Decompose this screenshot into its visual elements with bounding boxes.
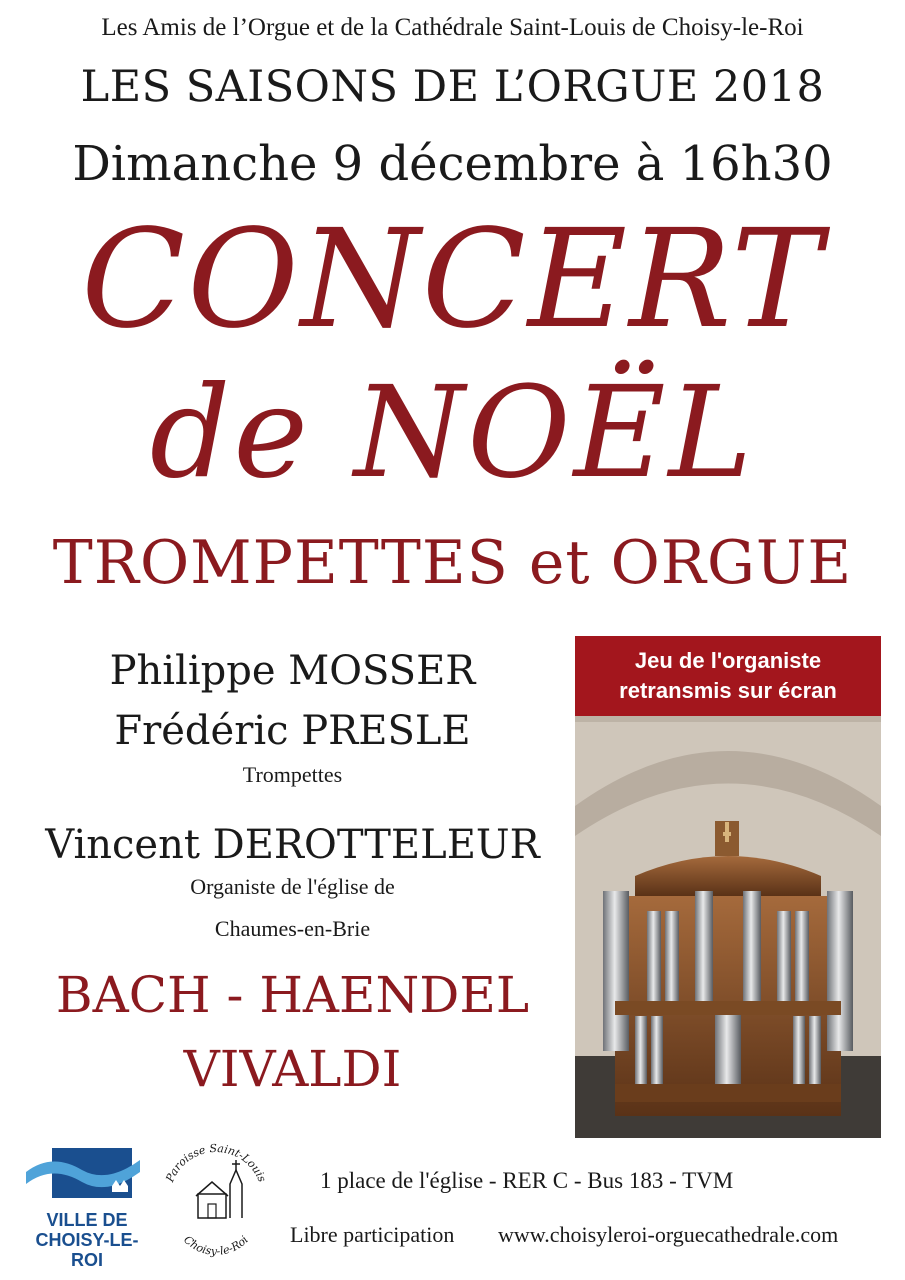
- church-icon: [160, 1140, 272, 1260]
- screen-banner-line2: retransmis sur écran: [619, 678, 837, 703]
- address-line: 1 place de l'église - RER C - Bus 183 - TVM: [320, 1168, 734, 1193]
- trumpets-role-label: Trompettes: [242, 762, 343, 787]
- svg-text:Choisy-le-Roi: [181, 1233, 251, 1258]
- website-link[interactable]: www.choisyleroi-orguecathedrale.com: [498, 1222, 839, 1247]
- city-emblem-icon: [22, 1142, 152, 1212]
- organist-role-line1: Organiste de l'église de: [190, 874, 395, 899]
- concert-subtitle: TROMPETTES et ORGUE: [52, 528, 853, 598]
- organist-role-line2: Chaumes-en-Brie: [214, 916, 371, 941]
- concert-title-line1: CONCERT: [81, 201, 824, 359]
- season-title: LES SAISONS DE L’ORGUE 2018: [80, 62, 825, 112]
- organist-name: Vincent DEROTTELEUR: [45, 822, 540, 868]
- association-name: Les Amis de l’Orgue et de la Cathédrale Saint-Louis de Choisy-le-Roi: [101, 14, 804, 41]
- organist-role-row: [20, 874, 565, 900]
- trumpeter-name: [20, 648, 565, 694]
- concert-date: Dimanche 9 décembre à 16h30: [72, 136, 833, 192]
- trumpeter-name: [20, 708, 565, 754]
- parish-name-bottom: Choisy-le-Roi: [181, 1233, 251, 1258]
- city-name-line1: VILLE DE: [46, 1210, 128, 1230]
- screen-banner-line1: Jeu de l'organiste: [634, 648, 822, 673]
- trumpets-role: [20, 762, 565, 788]
- city-name: [22, 1210, 152, 1270]
- screen-banner: [575, 636, 881, 716]
- organist-role-row: [20, 916, 565, 942]
- participation-label: Libre participation: [290, 1222, 455, 1247]
- parish-name-top: Paroisse Saint-Louis: [163, 1141, 269, 1184]
- city-name-line2: CHOISY-LE-ROI: [35, 1230, 139, 1270]
- composers-line2: VIVALDI: [183, 1040, 402, 1098]
- performer-name-2: Frédéric PRESLE: [114, 708, 471, 754]
- performer-name-1: Philippe MOSSER: [109, 648, 476, 694]
- svg-text:Paroisse Saint-Louis: [163, 1142, 269, 1185]
- organist-name-row: [20, 822, 565, 868]
- concert-title-line2: de NOËL: [149, 359, 756, 506]
- composers-line1: BACH - HAENDEL: [55, 966, 530, 1024]
- parish-logo: [160, 1140, 272, 1260]
